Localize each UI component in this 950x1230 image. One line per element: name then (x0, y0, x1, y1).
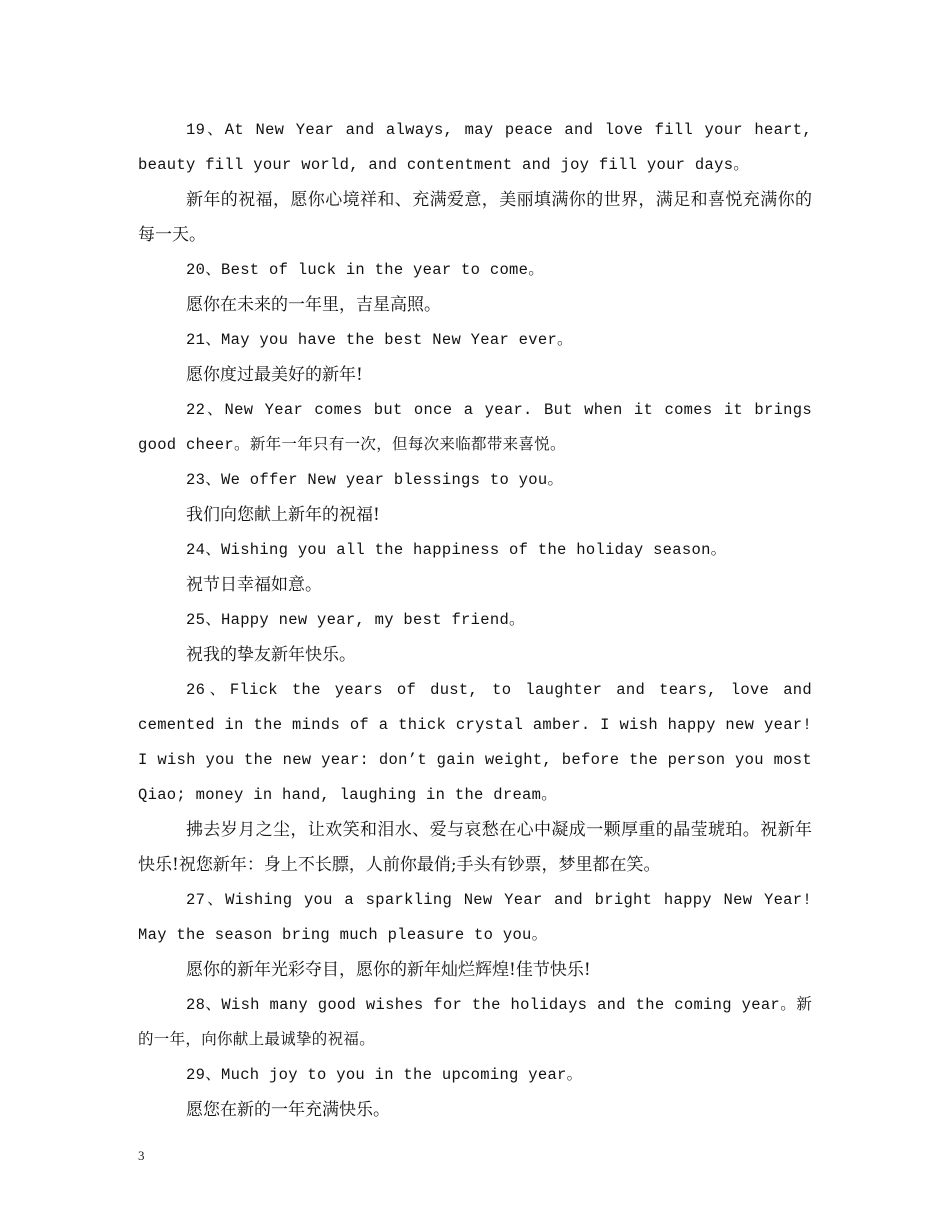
paragraph-29-zh: 愿您在新的一年充满快乐。 (186, 1100, 390, 1120)
paragraph-27-zh: 愿你的新年光彩夺目，愿你的新年灿烂辉煌!佳节快乐! (186, 960, 591, 980)
paragraph-29-en: 29、Much joy to you in the upcoming year。 (186, 1066, 583, 1084)
paragraph-23-en: 23、We offer New year blessings to you。 (186, 471, 564, 489)
paragraph-27-en: 27、Wishing you a sparkling New Year and bright happy New Year! May the season bring much pleasure to you。 (138, 891, 812, 944)
paragraph-22-mixed: 22、New Year comes but once a year. But when it comes it brings good cheer。新年一年只有一次，但每次来临都带来喜悦。 (138, 401, 812, 454)
paragraph-28-mixed: 28、Wish many good wishes for the holidays and the coming year。新的一年，向你献上最诚挚的祝福。 (138, 996, 812, 1049)
paragraph-20-zh: 愿你在未来的一年里，吉星高照。 (186, 295, 441, 315)
paragraph-21-en: 21、May you have the best New Year ever。 (186, 331, 573, 349)
paragraph-25-en: 25、Happy new year, my best friend。 (186, 611, 525, 629)
page-number: 3 (138, 1148, 145, 1163)
paragraph-19-en: 19、At New Year and always, may peace and love fill your heart, beauty fill your world, and contentment and joy fill your days。 (138, 121, 812, 174)
paragraph-20-en: 20、Best of luck in the year to come。 (186, 261, 545, 279)
paragraph-26-en: 26、Flick the years of dust, to laughter and tears, love and cemented in the minds of a thick crystal amber. I wish happy new year! I wish you the new year: don’t gain weight, before the person you most Qiao; money in hand, laughing in the dream。 (138, 681, 812, 804)
paragraph-26-zh: 拂去岁月之尘，让欢笑和泪水、爱与哀愁在心中凝成一颗厚重的晶莹琥珀。祝新年快乐!祝您新年：身上不长膘，人前你最俏;手头有钞票，梦里都在笑。 (138, 820, 812, 875)
paragraph-24-zh: 祝节日幸福如意。 (186, 575, 322, 595)
paragraph-19-zh: 新年的祝福，愿你心境祥和、充满爱意，美丽填满你的世界，满足和喜悦充满你的每一天。 (138, 190, 812, 245)
page-content (138, 113, 812, 1128)
paragraph-21-zh: 愿你度过最美好的新年! (186, 365, 363, 385)
paragraph-24-en: 24、Wishing you all the happiness of the holiday season。 (186, 541, 727, 559)
paragraph-23-zh: 我们向您献上新年的祝福! (186, 505, 380, 525)
paragraph-25-zh: 祝我的挚友新年快乐。 (186, 645, 356, 665)
